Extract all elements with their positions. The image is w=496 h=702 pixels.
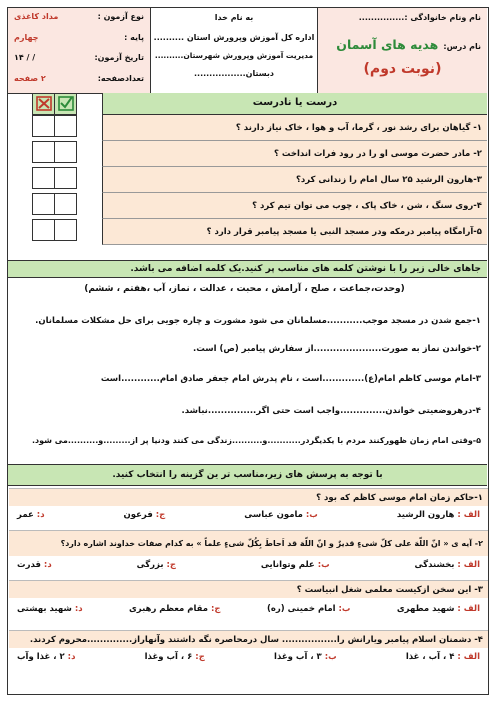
mc1-option-b[interactable]: ب: مامون عباسی xyxy=(244,510,318,520)
mc-options-3 xyxy=(9,604,488,614)
mc2-option-b[interactable]: ب: علم وتوانایی xyxy=(260,560,330,570)
mc-question-3: ۳- این سخن ازکیست معلمی شغل انبیاست ؟ xyxy=(9,580,488,598)
grade-label: پایه : xyxy=(124,32,144,42)
mc1-option-d[interactable]: د: عمر xyxy=(17,510,45,520)
fill-question-4: ۴-درهروضعیتی خواندن..............واجب است حتی اگر...............نباشد. xyxy=(181,406,481,416)
multiple-choice-title: با توجه به پرسش های زیر،مناسب تر ین گزینه را انتخاب کنید. xyxy=(8,464,487,486)
header-student-info xyxy=(317,8,487,93)
mc2-option-c[interactable]: ج: بزرگی xyxy=(136,560,177,570)
school-name: دبستان................. xyxy=(193,69,274,78)
exam-type xyxy=(14,11,144,24)
pages-label: تعدادصفحه: xyxy=(97,73,144,83)
fill-blank-title: جاهای خالی زیر را با نوشتن کلمه های مناسب پر کنید.یک کلمه اضافه می باشد. xyxy=(8,260,487,278)
exam-header xyxy=(8,8,487,94)
true-checkbox-5[interactable] xyxy=(54,219,77,241)
tf-question-4: ۴-روی سنگ ، شن ، خاک پاک ، چوب می توان تیم کرد ؟ xyxy=(102,193,487,219)
exam-type-label: نوع آزمون : xyxy=(97,12,144,21)
grade-value: چهارم xyxy=(14,32,39,42)
mc-options-2 xyxy=(9,560,488,570)
fill-question-1: ۱-جمع شدن در مسجد موجب...........مسلمانان می شود مشورت و چاره جویی برای حل مشکلات مسلمانان. xyxy=(35,316,481,326)
word-bank: (وحدت،جماعت ، صلح ، آرامش ، محبت ، عدالت ، نماز، آب ،هفتم ، ششم) xyxy=(84,284,405,294)
grade xyxy=(14,32,144,45)
fill-question-2: ۲-خواندن نماز به صورت.....................از سفارش پیامبر (ص) است. xyxy=(193,344,481,354)
mc-question-1: ۱-حاکم زمان امام موسی کاظم که بود ؟ xyxy=(9,488,488,506)
mc-options-4 xyxy=(9,652,488,662)
mc-question-4: ۴- دشمنان اسلام پیامبر ویارانش را................. سال درمحاصره نگه داشتند وآنهاراز..............محروم کردند. xyxy=(9,630,488,648)
exam-type-value: مداد کاغذی xyxy=(14,12,59,21)
mc1-option-a[interactable]: الف : هارون الرشید xyxy=(396,510,480,520)
mc4-option-c[interactable]: ج: ۶ ، آب وغذا xyxy=(144,652,205,662)
tf-question-1: ۱- گیاهان برای رشد نور ، گرما، آب و هوا ، خاک نیاز دارند ؟ xyxy=(102,115,487,141)
header-school-info xyxy=(150,8,317,93)
false-checkbox-3[interactable] xyxy=(32,167,55,189)
mc3-option-b[interactable]: ب: امام خمینی (ره) xyxy=(266,604,351,614)
header-exam-info xyxy=(8,8,150,93)
true-checkbox-2[interactable] xyxy=(54,141,77,163)
mc2-option-a[interactable]: الف : بخشندگی xyxy=(414,560,480,570)
mc4-option-d[interactable]: د: ۲ ، غذا وآب xyxy=(17,652,76,662)
fill-question-5: ۵-وقتی امام زمان ظهورکنند مردم با یکدیگردر...........و..........زندگی می کنند ودنیا پر از.........و..........می شود. xyxy=(31,436,481,445)
check-icon xyxy=(54,93,77,115)
city-office: مدیریت آموزش وپرورش شهرستان.......... xyxy=(154,51,314,60)
mc-question-2: ۲- آیه ی « انّ اللّهَ علی کلّ شیءٍ قدیرٌ و انّ اللّهَ قد اَحاطَ بِکُلّ شیءٍ علماً » به کدام صفات خداوند اشاره دارد؟ xyxy=(9,530,488,556)
mc1-option-c[interactable]: ج: فرعون xyxy=(123,510,166,520)
false-checkbox-5[interactable] xyxy=(32,219,55,241)
false-checkbox-4[interactable] xyxy=(32,193,55,215)
mc-options-1 xyxy=(9,510,488,520)
true-checkbox-3[interactable] xyxy=(54,167,77,189)
mc2-option-d[interactable]: د: قدرت xyxy=(17,560,52,570)
lesson-name: هدیه های آسمان xyxy=(336,37,439,52)
tf-question-2: ۲- مادر حضرت موسی او را در رود فرات انداخت ؟ xyxy=(102,141,487,167)
tf-question-5: ۵-آرامگاه پیامبر درمکه ودر مسجد النبی یا مسجد پیامبر قرار دارد ؟ xyxy=(102,219,487,245)
lesson-prefix: نام درس: xyxy=(443,42,481,51)
true-false-title: درست یا نادرست xyxy=(102,93,487,115)
page-count xyxy=(14,73,144,86)
false-checkbox-1[interactable] xyxy=(32,115,55,137)
date-value: / / ۱۴ xyxy=(14,53,36,62)
exam-sheet xyxy=(7,7,489,695)
true-checkbox-4[interactable] xyxy=(54,193,77,215)
exam-date xyxy=(14,52,144,65)
boxed-x-icon xyxy=(32,93,55,115)
lesson-line xyxy=(324,34,481,53)
mc3-option-a[interactable]: الف : شهید مطهری xyxy=(396,604,480,614)
student-name-label: نام ونام خانوادگی :............... xyxy=(358,13,481,22)
fill-blank-section xyxy=(8,278,487,464)
mc4-option-b[interactable]: ب: ۳ ، آب وغذا xyxy=(274,652,337,662)
mc3-option-d[interactable]: د: شهید بهشتی xyxy=(17,604,83,614)
mc3-option-c[interactable]: ج: مقام معظم رهبری xyxy=(129,604,221,614)
true-false-section xyxy=(8,93,487,263)
tf-question-3: ۳-هارون الرشید ۲۵ سال امام را زندانی کرد؟ xyxy=(102,167,487,193)
province-office: اداره کل آموزش وپرورش استان .......... xyxy=(153,33,315,42)
true-checkbox-1[interactable] xyxy=(54,115,77,137)
false-checkbox-2[interactable] xyxy=(32,141,55,163)
mc4-option-a[interactable]: الف : ۴ ، آب ، غذا xyxy=(405,652,480,662)
fill-question-3: ۳-امام موسی کاظم امام(ع).............است ، نام پدرش امام جعفر صادق امام............است xyxy=(100,374,481,384)
exam-round: (نوبت دوم) xyxy=(363,61,442,77)
pages-value: ۲ صفحه xyxy=(14,73,46,83)
date-label: تاریخ آزمون: xyxy=(94,53,144,62)
basmala: به نام خدا xyxy=(214,13,254,22)
